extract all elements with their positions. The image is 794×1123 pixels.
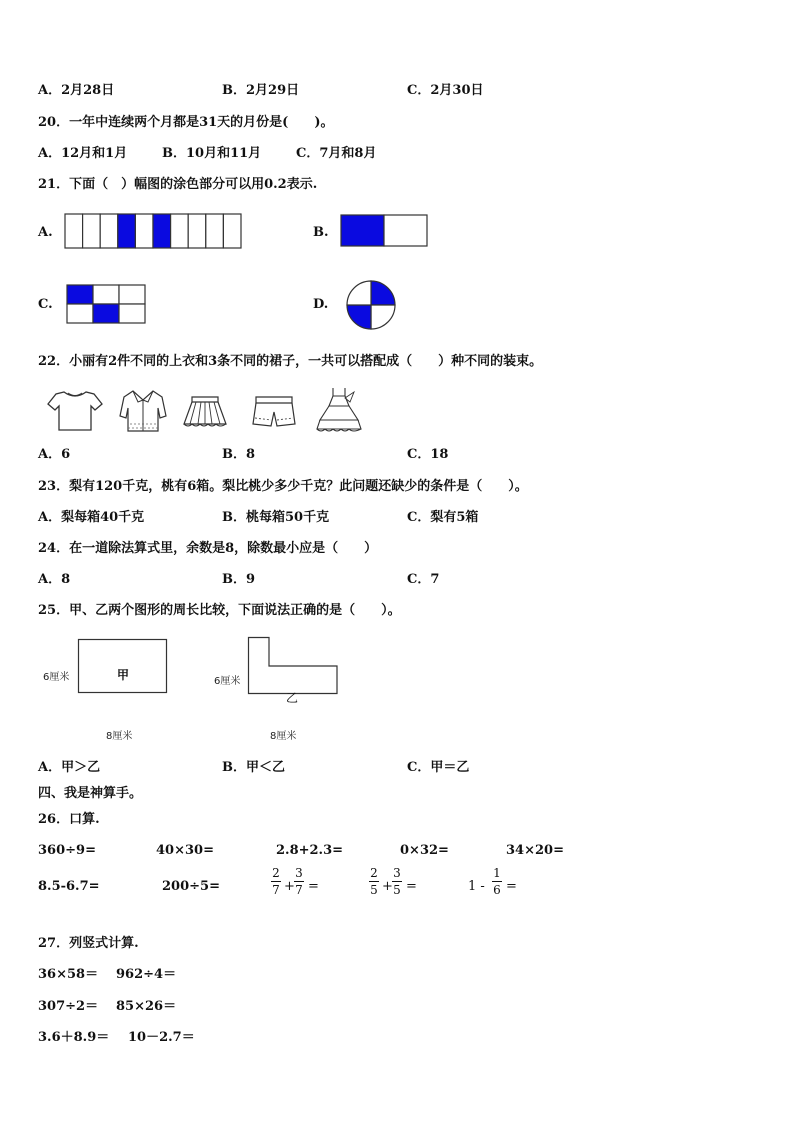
cell bbox=[119, 285, 145, 304]
cell bbox=[119, 304, 145, 323]
q19-option-a: A．2月28日 bbox=[38, 83, 115, 98]
equals-sign: = bbox=[308, 879, 319, 894]
q21-figure-b bbox=[340, 214, 428, 247]
skirt-icon bbox=[182, 394, 228, 430]
quarter bbox=[371, 305, 395, 329]
shaded-part bbox=[341, 215, 384, 246]
q26-fraction-b bbox=[392, 866, 402, 897]
q26-fraction-b bbox=[294, 866, 304, 897]
q22-option-a: A．6 bbox=[38, 447, 71, 462]
q27-stem: 27．列竖式计算. bbox=[38, 936, 139, 951]
cell bbox=[223, 214, 241, 248]
cell bbox=[93, 285, 119, 304]
q27-item: 3.6＋8.9＝ bbox=[38, 1030, 110, 1045]
q19-option-b: B．2月29日 bbox=[222, 83, 300, 98]
q27-item: 36×58＝ bbox=[38, 967, 99, 982]
dress-icon bbox=[314, 386, 364, 434]
denominator: 7 bbox=[295, 883, 303, 897]
cell bbox=[100, 214, 118, 248]
plus-sign: + bbox=[284, 879, 295, 894]
q25-jia-width-label: 8厘米 bbox=[106, 731, 133, 742]
shirt-icon bbox=[46, 388, 104, 434]
q21-label-d: D. bbox=[313, 297, 329, 312]
q26-row2-item: 8.5-6.7= bbox=[38, 879, 100, 894]
q24-option-c: C．7 bbox=[407, 572, 440, 587]
quarter bbox=[347, 281, 371, 305]
q20-option-c: C．7月和8月 bbox=[296, 146, 377, 161]
numerator: 3 bbox=[393, 866, 401, 880]
cell bbox=[67, 304, 93, 323]
cell bbox=[65, 214, 83, 248]
q25-yi-name: 乙 bbox=[286, 691, 299, 705]
q22-stem: 22．小丽有2件不同的上衣和3条不同的裙子，一共可以搭配成（ ）种不同的装束。 bbox=[38, 354, 543, 369]
numerator: 2 bbox=[272, 866, 280, 880]
q24-option-a: A．8 bbox=[38, 572, 71, 587]
q21-stem: 21．下面（ ）幅图的涂色部分可以用0.2表示. bbox=[38, 177, 318, 192]
section4-title: 四、我是神算手。 bbox=[38, 786, 143, 801]
q25-yi-width-label: 8厘米 bbox=[270, 731, 297, 742]
denominator: 5 bbox=[393, 883, 401, 897]
q26-row2-item: 200÷5= bbox=[162, 879, 220, 894]
q20-option-b: B．10月和11月 bbox=[162, 146, 262, 161]
jacket-icon bbox=[118, 388, 168, 434]
q25-option-b: B．甲＜乙 bbox=[222, 760, 285, 775]
q23-option-a: A．梨每箱40千克 bbox=[38, 510, 145, 525]
shaded-quarter bbox=[347, 305, 371, 329]
shaded-quarter bbox=[371, 281, 395, 305]
one-minus: 1 - bbox=[468, 879, 485, 894]
q26-row1-item: 2.8+2.3= bbox=[276, 843, 344, 858]
cell bbox=[188, 214, 206, 248]
q26-row1-item: 0×32= bbox=[400, 843, 449, 858]
q27-item: 307÷2＝ bbox=[38, 999, 99, 1014]
q21-figure-a bbox=[64, 213, 244, 249]
equals-sign: = bbox=[406, 879, 417, 894]
q25-option-c: C．甲＝乙 bbox=[407, 760, 470, 775]
q19-option-c: C．2月30日 bbox=[407, 83, 484, 98]
cell bbox=[83, 214, 101, 248]
q21-label-b: B. bbox=[313, 225, 329, 240]
q26-stem: 26．口算. bbox=[38, 812, 100, 827]
numerator: 3 bbox=[295, 866, 303, 880]
q26-row1-item: 34×20= bbox=[506, 843, 564, 858]
q21-figure-c bbox=[66, 284, 146, 324]
cell bbox=[171, 214, 189, 248]
equals-sign: = bbox=[506, 879, 517, 894]
q25-stem: 25．甲、乙两个图形的周长比较，下面说法正确的是（ ）。 bbox=[38, 603, 401, 618]
shaded-cell bbox=[118, 214, 136, 248]
q21-label-a: A. bbox=[38, 225, 53, 240]
q25-jia-name: 甲 bbox=[117, 668, 130, 682]
denominator: 5 bbox=[370, 883, 378, 897]
q23-option-b: B．桃每箱50千克 bbox=[222, 510, 330, 525]
q24-stem: 24．在一道除法算式里，余数是8，除数最小应是（ ） bbox=[38, 541, 378, 556]
q20-option-a: A．12月和1月 bbox=[38, 146, 128, 161]
q26-row1-item: 360÷9= bbox=[38, 843, 96, 858]
cell bbox=[206, 214, 224, 248]
q22-option-b: B．8 bbox=[222, 447, 256, 462]
q26-fraction-a bbox=[271, 866, 281, 897]
q20-stem: 20．一年中连续两个月都是31天的月份是( )。 bbox=[38, 115, 334, 130]
shaded-cell bbox=[67, 285, 93, 304]
q21-figure-d bbox=[345, 276, 397, 334]
q25-jia-height-label: 6厘米 bbox=[43, 672, 70, 683]
q23-stem: 23．梨有120千克，桃有6箱。梨比桃少多少千克？此问题还缺少的条件是（ ）。 bbox=[38, 479, 528, 494]
q27-item: 10－2.7＝ bbox=[128, 1030, 195, 1045]
denominator: 7 bbox=[272, 883, 280, 897]
shaded-cell bbox=[93, 304, 119, 323]
numerator: 1 bbox=[493, 866, 501, 880]
q25-option-a: A．甲＞乙 bbox=[38, 760, 101, 775]
q27-item: 85×26＝ bbox=[116, 999, 177, 1014]
q25-figure-yi bbox=[248, 637, 340, 695]
q27-item: 962÷4＝ bbox=[116, 967, 177, 982]
denominator: 6 bbox=[493, 883, 501, 897]
q26-fraction-b bbox=[492, 866, 502, 897]
plus-sign: + bbox=[382, 879, 393, 894]
q26-row1-item: 40×30= bbox=[156, 843, 214, 858]
q21-label-c: C. bbox=[38, 297, 53, 312]
q25-yi-height-label: 6厘米 bbox=[214, 676, 241, 687]
shaded-cell bbox=[153, 214, 171, 248]
unshaded-part bbox=[384, 215, 427, 246]
numerator: 2 bbox=[370, 866, 378, 880]
q23-option-c: C．梨有5箱 bbox=[407, 510, 479, 525]
cell bbox=[135, 214, 153, 248]
shorts-icon bbox=[250, 394, 298, 430]
q26-fraction-a bbox=[369, 866, 379, 897]
q22-option-c: C．18 bbox=[407, 447, 449, 462]
q24-option-b: B．9 bbox=[222, 572, 256, 587]
